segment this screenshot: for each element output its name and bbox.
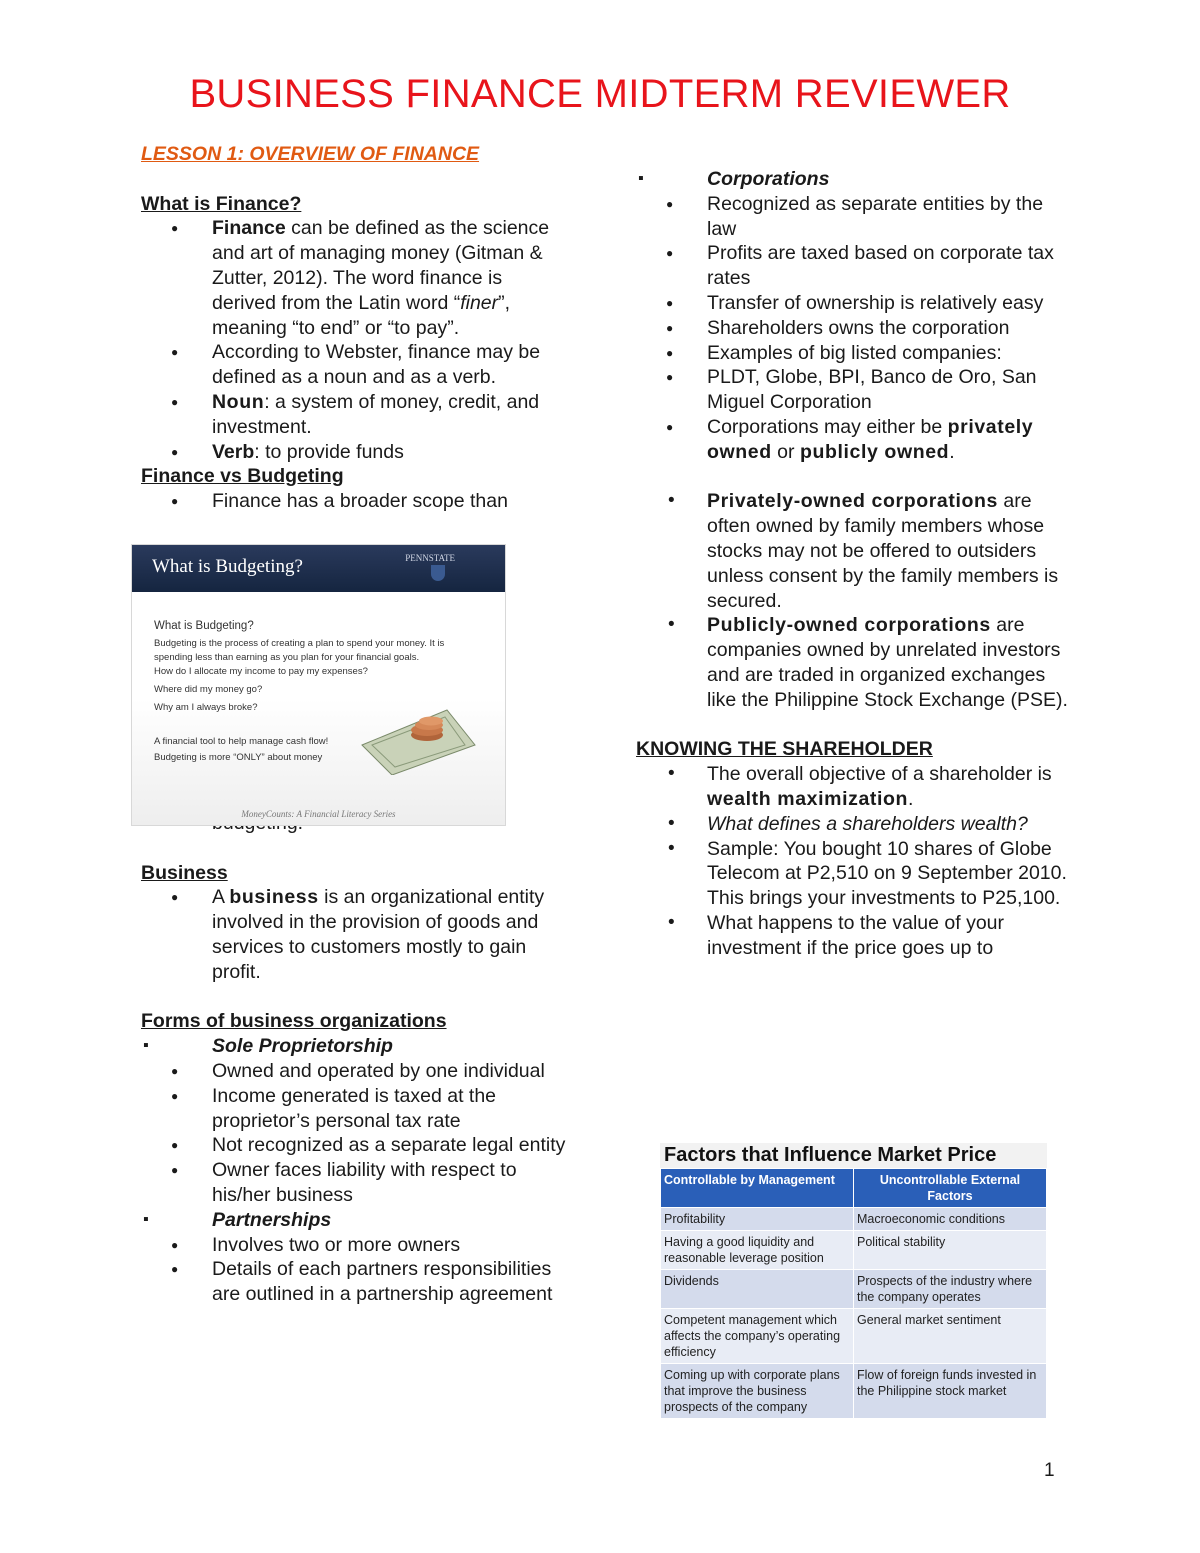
slide-line: Why am I always broke? [154,702,258,713]
budgeting-slide-image [131,544,506,826]
list-item: ▪ Partnerships [141,1208,571,1233]
list-item: ● Examples of big listed companies: [636,341,1076,366]
table-cell: General market sentiment [854,1309,1047,1364]
what-is-finance-heading: What is Finance? [141,192,302,215]
forms-heading: Forms of business organizations [141,1010,447,1033]
list-item: ● Finance has a broader scope than [141,489,571,514]
table-cell: Profitability [661,1208,854,1231]
business-heading: Business [141,861,228,884]
budgeting-list [141,489,571,514]
forms-list [141,1034,571,1307]
table-row [661,1231,1047,1270]
ownership-list [636,489,1076,712]
corporations-list [636,167,1076,465]
list-item: • What defines a shareholders wealth? [636,812,1076,837]
slide-line: Budgeting is the process of creating a plan to spend your money. It is spending less than earning as you plan for your financial goals. [154,638,445,663]
finance-vs-budgeting-heading: Finance vs Budgeting [141,465,344,488]
table-header-row [661,1169,1047,1208]
list-item: ● Owner faces liability with respect to his/her business [141,1158,571,1208]
pennstate-logo: PENNSTATE [405,553,455,563]
business-list [141,885,571,984]
table-cell: Dividends [661,1270,854,1309]
column-header: Uncontrollable External Factors [854,1169,1047,1208]
page-number: 1 [1044,1460,1055,1481]
list-item: • The overall objective of a shareholder is wealth maximization. [636,762,1076,812]
list-item: ● Finance can be defined as the science and art of managing money (Gitman & Zutter, 2012). The word finance is derived from the Latin word “finer”, meaning “to end” or “to pay”. [141,216,571,340]
table-cell: Flow of foreign funds invested in the Philippine stock market [854,1364,1047,1419]
finance-list [141,216,571,464]
list-item: ● Transfer of ownership is relatively easy [636,291,1076,316]
slide-question: What is Budgeting? [154,620,254,632]
shareholder-heading: KNOWING THE SHAREHOLDER [636,738,933,761]
table-cell: Having a good liquidity and reasonable leverage position [661,1231,854,1270]
slide-header [132,545,505,592]
table-cell: Political stability [854,1231,1047,1270]
table-cell: Competent management which affects the company’s operating efficiency [661,1309,854,1364]
list-item: ● Income generated is taxed at the proprietor’s personal tax rate [141,1084,571,1134]
list-item: ● Verb: to provide funds [141,440,571,465]
list-item: ● Corporations may either be privately owned or publicly owned. [636,415,1076,465]
table-cell: Macroeconomic conditions [854,1208,1047,1231]
slide-line: Where did my money go? [154,684,263,695]
list-item: ● Details of each partners responsibilities are outlined in a partnership agreement [141,1257,571,1307]
list-item: • Sample: You bought 10 shares of Globe Telecom at P2,510 on 9 September 2010. This brings your investments to P25,100. [636,837,1076,911]
right-column [636,167,1076,961]
list-item: ● Involves two or more owners [141,1233,571,1258]
list-item: ● Profits are taxed based on corporate tax rates [636,241,1076,291]
shareholder-list [636,762,1076,960]
table-row [661,1309,1047,1364]
slide-line: Budgeting is more “ONLY” about money [154,752,323,763]
list-item: ▪ Sole Proprietorship [141,1034,571,1059]
list-item: ▪ Corporations [636,167,1076,192]
list-item: ● Owned and operated by one individual [141,1059,571,1084]
list-item: ● Recognized as separate entities by the law [636,192,1076,242]
list-item: ● Shareholders owns the corporation [636,316,1076,341]
table-cell: Prospects of the industry where the company operates [854,1270,1047,1309]
slide-line: How do I allocate my income to pay my expenses? [154,666,368,677]
lesson-heading: LESSON 1: OVERVIEW OF FINANCE [141,143,480,165]
list-item: ● A business is an organizational entity involved in the provision of goods and services to customers mostly to gain profit. [141,885,571,984]
slide-title: What is Budgeting? [152,556,303,577]
table-row [661,1270,1047,1309]
table-cell: Coming up with corporate plans that improve the business prospects of the company [661,1364,854,1419]
money-coins-icon [357,705,477,775]
list-item: • Publicly-owned corporations are companies owned by unrelated investors and are traded in organized exchanges like the Philippine Stock Exchange (PSE). [636,613,1076,712]
table-row [661,1208,1047,1231]
market-price-factors-table [660,1143,1047,1419]
slide-line: A financial tool to help manage cash flow! [154,736,329,747]
factors-table [660,1168,1047,1419]
list-item: • What happens to the value of your investment if the price goes up to [636,911,1076,961]
list-item: ● According to Webster, finance may be defined as a noun and as a verb. [141,340,571,390]
table-title: Factors that Influence Market Price [660,1143,1047,1168]
table-row [661,1364,1047,1419]
list-item: ● PLDT, Globe, BPI, Banco de Oro, San Miguel Corporation [636,365,1076,415]
document-title: BUSINESS FINANCE MIDTERM REVIEWER [189,72,1011,116]
list-item: ● Noun: a system of money, credit, and investment. [141,390,571,440]
list-item: • Privately-owned corporations are often owned by family members whose stocks may not be offered to outsiders unless consent by the family members is secured. [636,489,1076,613]
shield-icon [431,565,445,581]
column-header: Controllable by Management [661,1169,854,1208]
list-item: ● Not recognized as a separate legal entity [141,1133,571,1158]
slide-footer: MoneyCounts: A Financial Literacy Series [241,809,396,819]
